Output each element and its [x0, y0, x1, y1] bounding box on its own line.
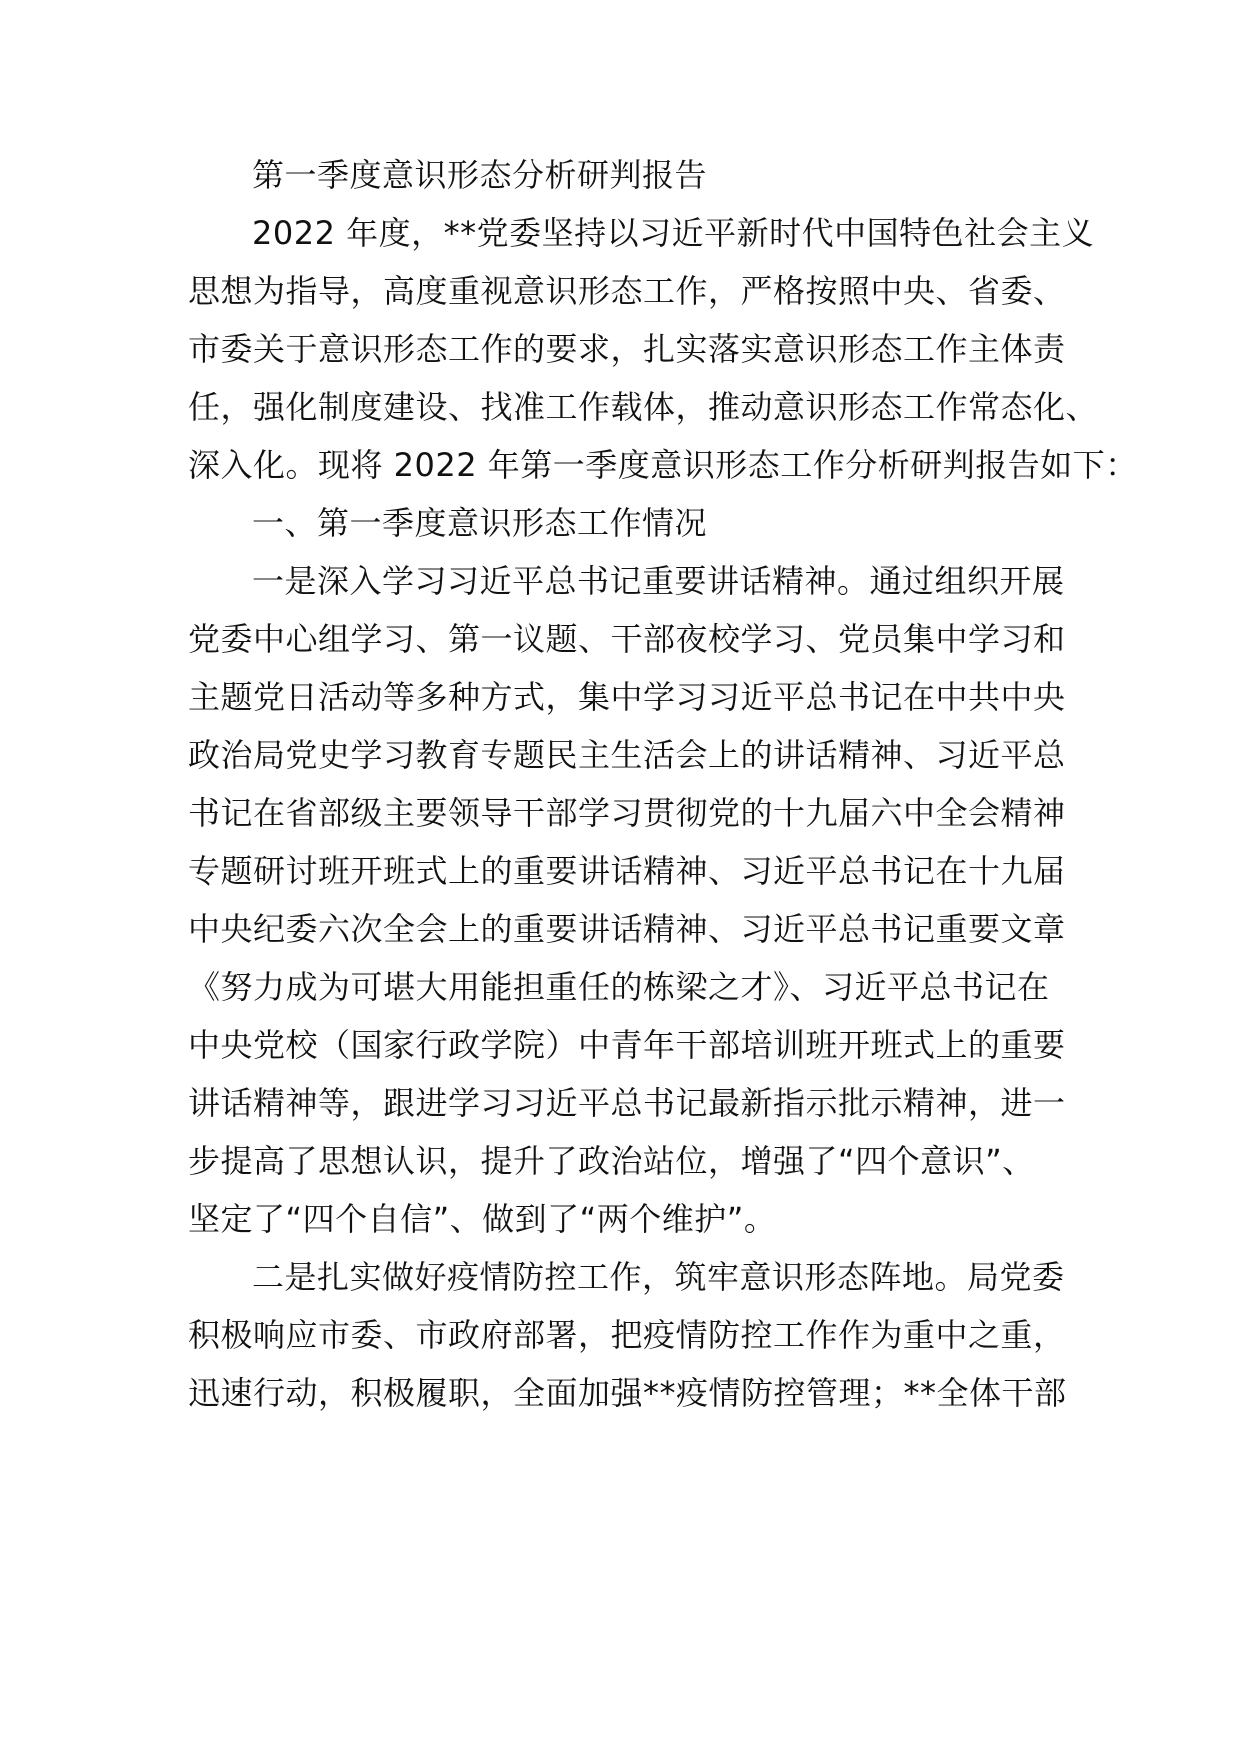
- para1-line-3: 主题党日活动等多种方式，集中学习习近平总书记在中共中央: [188, 678, 1066, 716]
- para1-line-4: 政治局党史学习教育专题民主生活会上的讲话精神、习近平总: [188, 736, 1066, 774]
- intro-line-4: 任，强化制度建设、找准工作载体，推动意识形态工作常态化、: [188, 388, 1099, 426]
- para1-line-1: 一是深入学习习近平总书记重要讲话精神。通过组织开展: [252, 562, 1065, 600]
- para1-line-8: 《努力成为可堪大用能担重任的栋梁之才》、习近平总书记在: [188, 968, 1050, 1006]
- para1-line-11: 步提高了思想认识，提升了政治站位，增强了“四个意识”、: [188, 1142, 1035, 1180]
- para1-line-2: 党委中心组学习、第一议题、干部夜校学习、党员集中学习和: [188, 620, 1066, 658]
- para1-line-7: 中央纪委六次全会上的重要讲话精神、习近平总书记重要文章: [188, 910, 1066, 948]
- intro-line-5: 深入化。现将 2022 年第一季度意识形态工作分析研判报告如下：: [188, 446, 1138, 484]
- intro-line-3: 市委关于意识形态工作的要求，扎实落实意识形态工作主体责: [188, 330, 1066, 368]
- para2-line-1: 二是扎实做好疫情防控工作，筑牢意识形态阵地。局党委: [252, 1258, 1065, 1296]
- intro-line-2: 思想为指导，高度重视意识形态工作，严格按照中央、省委、: [188, 272, 1066, 310]
- para1-line-9: 中央党校（国家行政学院）中青年干部培训班开班式上的重要: [188, 1026, 1066, 1064]
- para2-line-2: 积极响应市委、市政府部署，把疫情防控工作作为重中之重，: [188, 1316, 1066, 1354]
- para1-line-10: 讲话精神等，跟进学习习近平总书记最新指示批示精神，进一: [188, 1084, 1066, 1122]
- intro-line-1: 2022 年度，**党委坚持以习近平新时代中国特色社会主义: [252, 214, 1095, 252]
- para1-line-12: 坚定了“四个自信”、做到了“两个维护”。: [188, 1200, 777, 1238]
- para1-line-6: 专题研讨班开班式上的重要讲话精神、习近平总书记在十九届: [188, 852, 1066, 890]
- section-heading: 一、第一季度意识形态工作情况: [252, 504, 708, 542]
- para2-line-3: 迅速行动，积极履职，全面加强**疫情防控管理；**全体干部: [188, 1374, 1067, 1412]
- para1-line-5: 书记在省部级主要领导干部学习贯彻党的十九届六中全会精神: [188, 794, 1066, 832]
- document-title: 第一季度意识形态分析研判报告: [252, 156, 708, 194]
